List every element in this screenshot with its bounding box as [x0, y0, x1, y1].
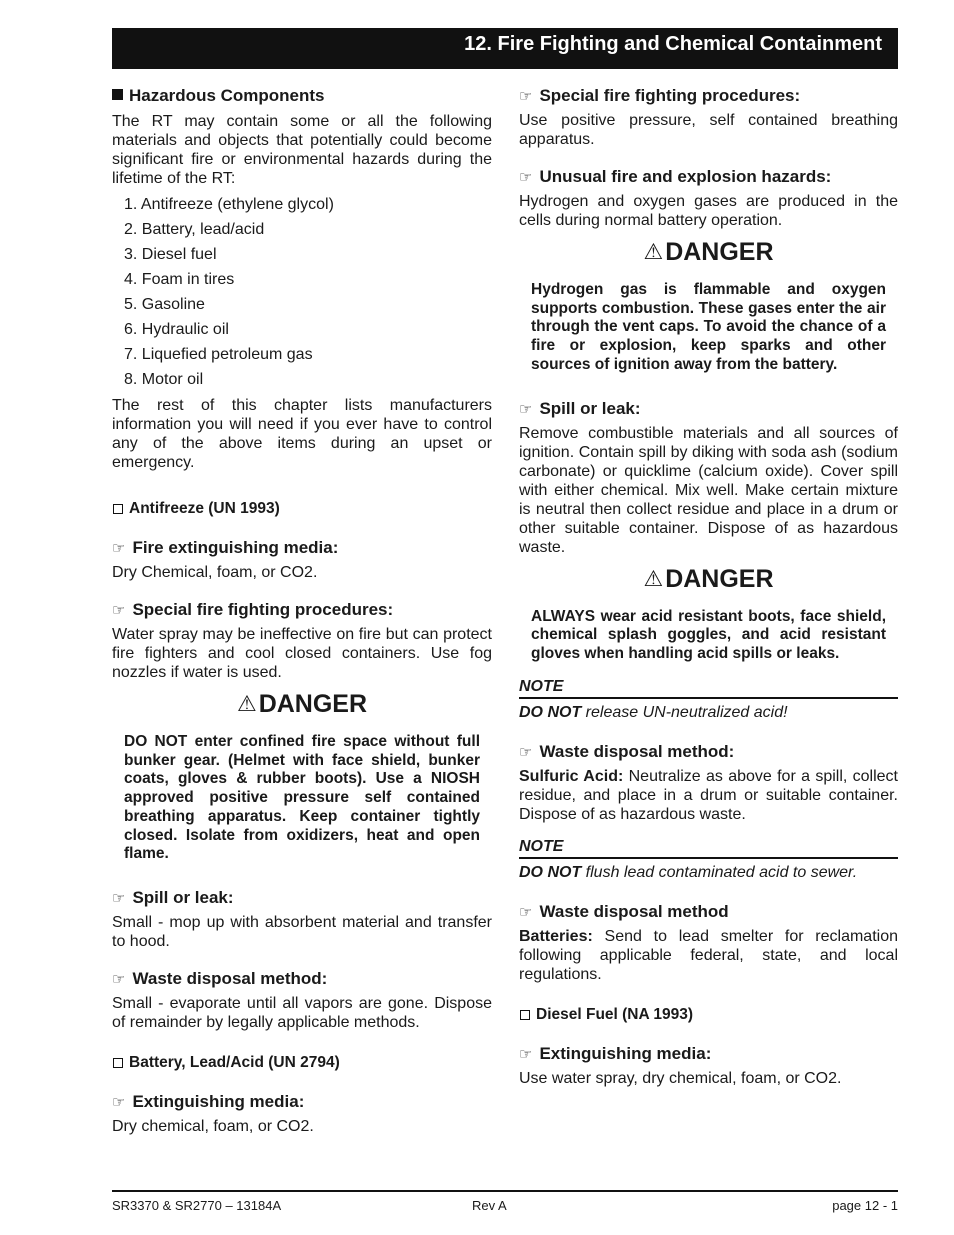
waste-disposal-text: Sulfuric Acid: Neutralize as above for a spill, collect residue, and place in a drum or suitable container. Dispose of as hazardous waste. [519, 767, 898, 823]
note-title: NOTE [519, 838, 898, 859]
spill-leak-heading: ☞ Spill or leak: [112, 887, 234, 907]
extinguishing-media-text: Dry chemical, foam, or CO2. [112, 1117, 314, 1135]
checkbox-square-icon [520, 1010, 530, 1020]
note-title: NOTE [519, 678, 898, 699]
footer-divider [112, 1190, 898, 1192]
special-procedures-heading: ☞ Special fire fighting procedures: [112, 600, 394, 619]
pointing-hand-icon: ☞ [519, 169, 533, 186]
list-item: 1. Antifreeze (ethylene glycol) [124, 196, 334, 213]
warning-triangle-icon: ⚠ [236, 691, 257, 716]
danger-title: ⚠DANGER [643, 564, 774, 593]
danger-text: DO NOT enter confined fire space without full bunker gear. (Helmet with face shield, bunker coats, gloves & rubber boots). Use a NIOSH approved positive pressure self contained breathing apparatus. Keep container tightly closed. Isolate from oxidizers, heat and open flame. [124, 733, 480, 863]
extinguishing-media-heading: ☞ Extinguishing media: [519, 1043, 712, 1063]
special-procedures-heading: ☞ Special fire fighting procedures: [519, 86, 801, 105]
special-procedures-text: Use positive pressure, self contained breathing apparatus. [519, 112, 898, 148]
note-text: DO NOT release UN-neutralized acid! [519, 703, 788, 721]
note-text: DO NOT flush lead contaminated acid to sewer. [519, 863, 858, 881]
waste-disposal-text: Small - evaporate until all vapors are gone. Dispose of remainder by legally applicable methods. [112, 994, 492, 1031]
pointing-hand-icon: ☞ [519, 1045, 533, 1063]
spill-leak-heading: ☞ Spill or leak: [519, 398, 641, 418]
hazardous-components-heading: Hazardous Components [112, 86, 492, 106]
battery-heading: Battery, Lead/Acid (UN 2794) [112, 1054, 492, 1072]
chapter-title: 12. Fire Fighting and Chemical Containment [464, 33, 882, 55]
danger-title: ⚠DANGER [236, 690, 368, 718]
footer-revision: Rev A [472, 1198, 507, 1213]
list-item: 4. Foam in tires [124, 271, 235, 288]
list-item: 3. Diesel fuel [124, 246, 217, 263]
chapter-header [112, 28, 898, 69]
waste-disposal-heading: ☞ Waste disposal method: [112, 968, 328, 988]
hazardous-intro: The RT may contain some or all the following materials and objects that potentially could become significant fire or environmental hazards during the lifetime of the RT: [112, 113, 492, 187]
hazardous-outro: The rest of this chapter lists manufacturers information you will need if you ever have to control any of the above items during an upset or emergency. [112, 397, 492, 471]
antifreeze-heading: Antifreeze (UN 1993) [112, 500, 492, 518]
spill-leak-text: Remove combustible materials and all sources of ignition. Contain spill by diking with soda ash (sodium carbonate) or quicklime (calcium oxide). Cover spill with either chemical. Mix well. Make certain mixture is neutral then collect residue and place in a drum or other suitable container. Dispose of as hazardous waste. [519, 424, 898, 556]
list-item: 2. Battery, lead/acid [124, 221, 265, 238]
footer-page-number: page 12 - 1 [832, 1198, 898, 1213]
extinguishing-media-heading: ☞ Extinguishing media: [112, 1091, 305, 1111]
right-column [519, 86, 898, 1106]
fire-extinguishing-media-heading: ☞ Fire extinguishing media: [112, 538, 339, 557]
unusual-hazards-text: Hydrogen and oxygen gases are produced in the cells during normal battery operation. [519, 193, 898, 229]
hazard-list [124, 192, 492, 392]
pointing-hand-icon: ☞ [519, 400, 533, 418]
pointing-hand-icon: ☞ [112, 1093, 126, 1111]
danger-title: ⚠DANGER [643, 238, 774, 266]
danger-text: Hydrogen gas is flammable and oxygen supports combustion. These gases enter the air through the vent caps. To avoid the chance of a fire or explosion, keep sparks and other sources of ignition away from the battery. [531, 281, 886, 373]
list-item: 6. Hydraulic oil [124, 321, 229, 338]
pointing-hand-icon: ☞ [112, 889, 126, 907]
waste-disposal-heading: ☞ Waste disposal method: [519, 741, 735, 761]
diesel-heading: Diesel Fuel (NA 1993) [519, 1006, 898, 1024]
waste-disposal-heading: ☞ Waste disposal method [519, 901, 729, 921]
pointing-hand-icon: ☞ [519, 903, 533, 921]
list-item: 8. Motor oil [124, 371, 204, 388]
pointing-hand-icon: ☞ [112, 970, 126, 988]
pointing-hand-icon: ☞ [112, 540, 126, 557]
left-column [112, 86, 492, 1154]
unusual-hazards-heading: ☞ Unusual fire and explosion hazards: [519, 167, 832, 186]
list-item: 7. Liquefied petroleum gas [124, 346, 313, 363]
pointing-hand-icon: ☞ [112, 602, 126, 619]
checkbox-square-icon [113, 504, 123, 514]
special-procedures-text: Water spray may be ineffective on fire but can protect fire fighters and cool closed containers. Use fog nozzles if water is used. [112, 626, 492, 681]
pointing-hand-icon: ☞ [519, 743, 533, 761]
square-bullet-icon [112, 89, 123, 100]
warning-triangle-icon: ⚠ [643, 565, 664, 591]
footer-doc-id: SR3370 & SR2770 – 13184A [112, 1198, 282, 1213]
extinguishing-media-text: Use water spray, dry chemical, foam, or CO2. [519, 1069, 842, 1087]
fire-extinguishing-media-text: Dry Chemical, foam, or CO2. [112, 564, 318, 581]
danger-text: ALWAYS wear acid resistant boots, face shield, chemical splash goggles, and acid resistant gloves when handling acid spills or leaks. [531, 607, 886, 662]
waste-disposal-text: Batteries: Send to lead smelter for reclamation following applicable federal, state, and local regulations. [519, 927, 898, 983]
warning-triangle-icon: ⚠ [643, 239, 664, 264]
list-item: 5. Gasoline [124, 296, 205, 313]
spill-leak-text: Small - mop up with absorbent material and transfer to hood. [112, 913, 492, 950]
checkbox-square-icon [113, 1058, 123, 1068]
pointing-hand-icon: ☞ [519, 88, 533, 105]
